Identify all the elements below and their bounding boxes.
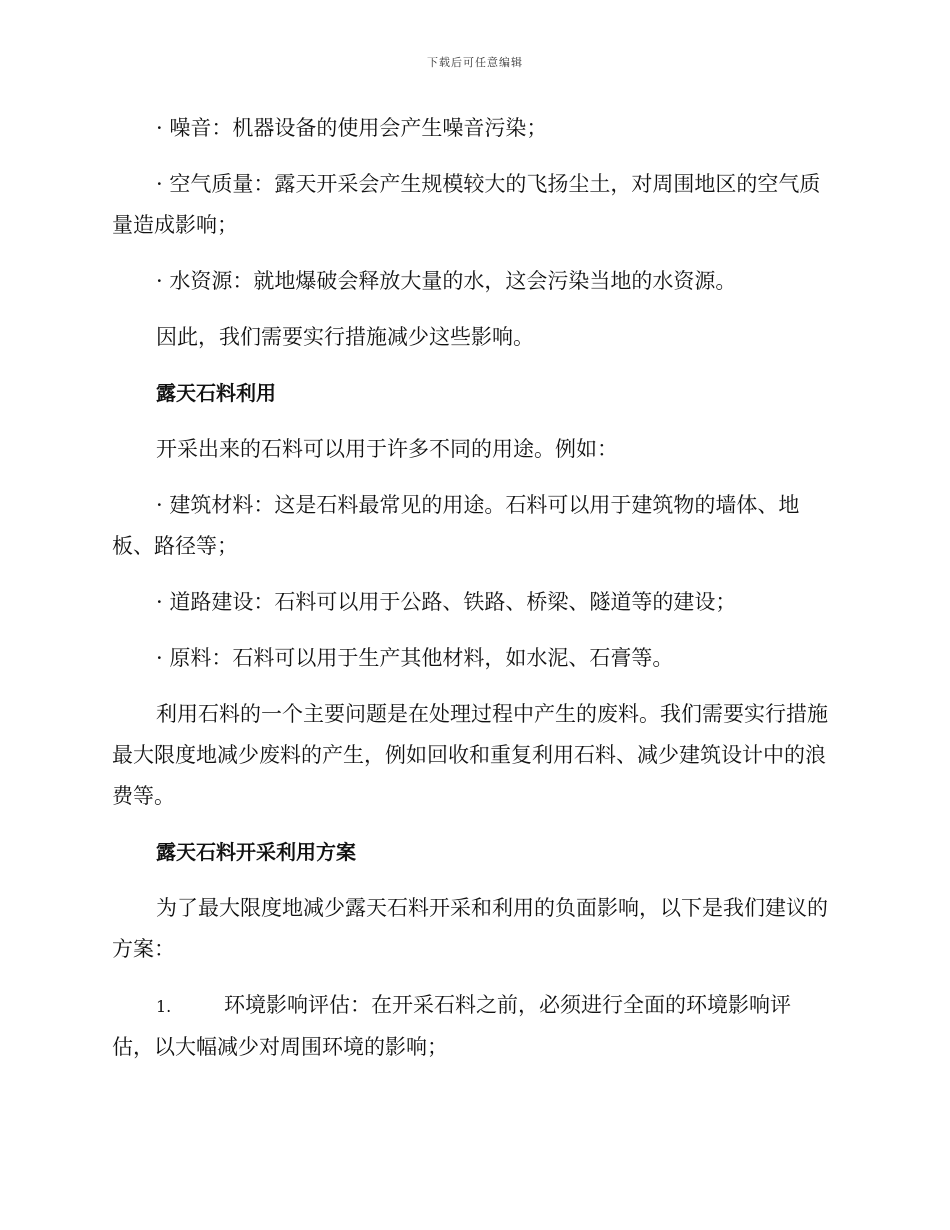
bullet-building-materials: · 建筑材料：这是石料最常见的用途。石料可以用于建筑物的墙体、地板、路径等； <box>112 493 800 558</box>
bullet-raw-material: · 原料：石料可以用于生产其他材料，如水泥、石膏等。 <box>156 646 674 670</box>
section-heading-plan: 露天石料开采利用方案 <box>156 840 356 864</box>
bullet-air-quality: · 空气质量：露天开采会产生规模较大的飞扬尘土，对周围地区的空气质量造成影响； <box>112 172 821 237</box>
item-number: 1. <box>156 997 172 1016</box>
bullet-road-construction: · 道路建设：石料可以用于公路、铁路、桥梁、隧道等的建设； <box>156 590 737 614</box>
paragraph-waste: 利用石料的一个主要问题是在处理过程中产生的废料。我们需要实行措施最大限度地减少废料的产生，例如回收和重复利用石料、减少建筑设计中的浪费等。 <box>112 702 828 808</box>
numbered-item-1 <box>112 985 832 1068</box>
page-header: 下载后可任意编辑 <box>427 56 523 69</box>
paragraph-plan-intro: 为了最大限度地减少露天石料开采和利用的负面影响，以下是我们建议的方案： <box>112 896 828 961</box>
section-heading-stone-use: 露天石料利用 <box>156 381 276 405</box>
bullet-noise: · 噪音：机器设备的使用会产生噪音污染； <box>156 116 548 140</box>
item-text: 环境影响评估：在开采石料之前，必须进行全面的环境影响评估，以大幅减少对周围环境的影响； <box>112 993 791 1059</box>
bullet-water-resources: · 水资源：就地爆破会释放大量的水，这会污染当地的水资源。 <box>156 269 737 293</box>
paragraph-conclusion: 因此，我们需要实行措施减少这些影响。 <box>156 325 534 349</box>
document-body <box>112 108 832 1068</box>
paragraph-uses-intro: 开采出来的石料可以用于许多不同的用途。例如： <box>156 437 618 461</box>
